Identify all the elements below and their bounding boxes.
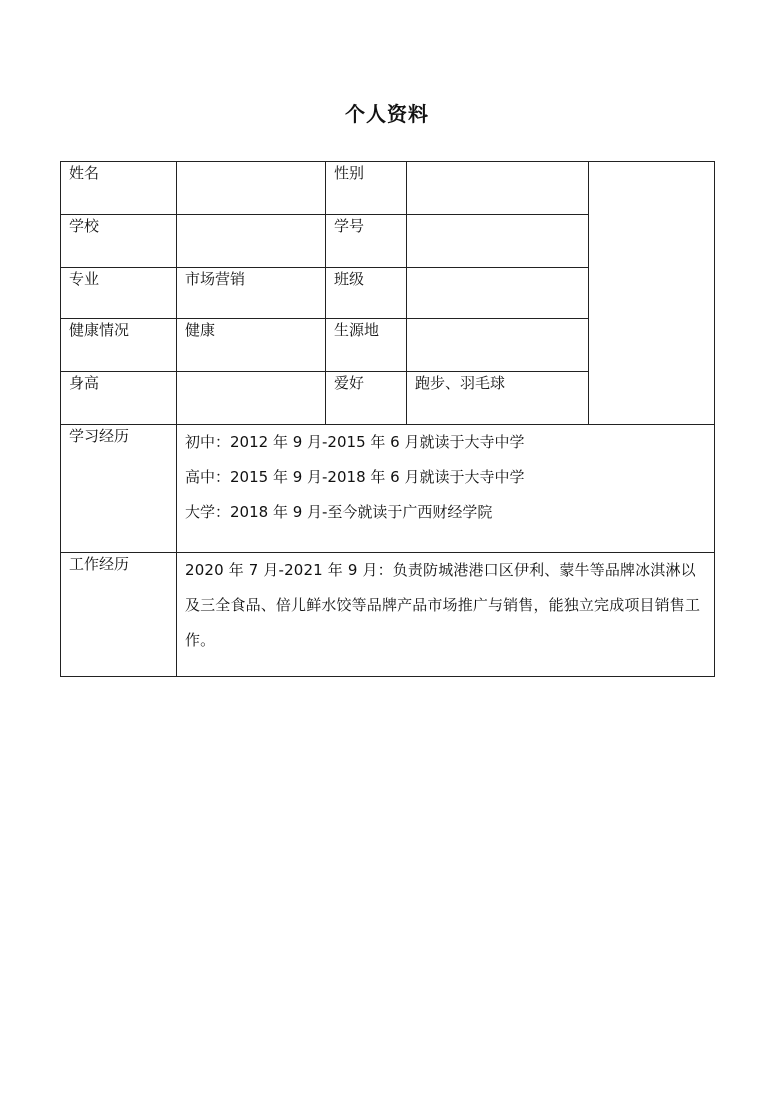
education-list — [177, 425, 715, 553]
name-label: 姓名 — [61, 162, 177, 215]
gender-label: 性别 — [326, 162, 407, 215]
major-value: 市场营销 — [177, 268, 326, 319]
table-row — [61, 162, 715, 215]
profile-table — [60, 161, 715, 677]
hobby-label: 爱好 — [326, 372, 407, 425]
work-description: 2020 年 7 月-2021 年 9 月：负责防城港港口区伊利、蒙牛等品牌冰淇淋以及三全食品、倍儿鲜水饺等品牌产品市场推广与销售，能独立完成项目销售工作。 — [185, 561, 701, 649]
class-value — [407, 268, 589, 319]
student-id-value — [407, 215, 589, 268]
class-label: 班级 — [326, 268, 407, 319]
gender-value — [407, 162, 589, 215]
health-label: 健康情况 — [61, 319, 177, 372]
school-value — [177, 215, 326, 268]
origin-value — [407, 319, 589, 372]
table-row — [61, 425, 715, 553]
name-value — [177, 162, 326, 215]
origin-label: 生源地 — [326, 319, 407, 372]
table-row — [61, 553, 715, 677]
height-value — [177, 372, 326, 425]
work-cell — [177, 553, 715, 677]
major-label: 专业 — [61, 268, 177, 319]
photo-cell — [589, 162, 715, 425]
student-id-label: 学号 — [326, 215, 407, 268]
education-item-university: 大学：2018 年 9 月-至今就读于广西财经学院 — [185, 503, 493, 521]
school-label: 学校 — [61, 215, 177, 268]
education-item-junior: 初中：2012 年 9 月-2015 年 6 月就读于大寺中学 — [185, 433, 525, 451]
health-value: 健康 — [177, 319, 326, 372]
hobby-value: 跑步、羽毛球 — [407, 372, 589, 425]
work-label: 工作经历 — [61, 553, 177, 677]
page-title: 个人资料 — [345, 102, 429, 126]
height-label: 身高 — [61, 372, 177, 425]
education-label: 学习经历 — [61, 425, 177, 553]
education-item-senior: 高中：2015 年 9 月-2018 年 6 月就读于大寺中学 — [185, 468, 525, 486]
